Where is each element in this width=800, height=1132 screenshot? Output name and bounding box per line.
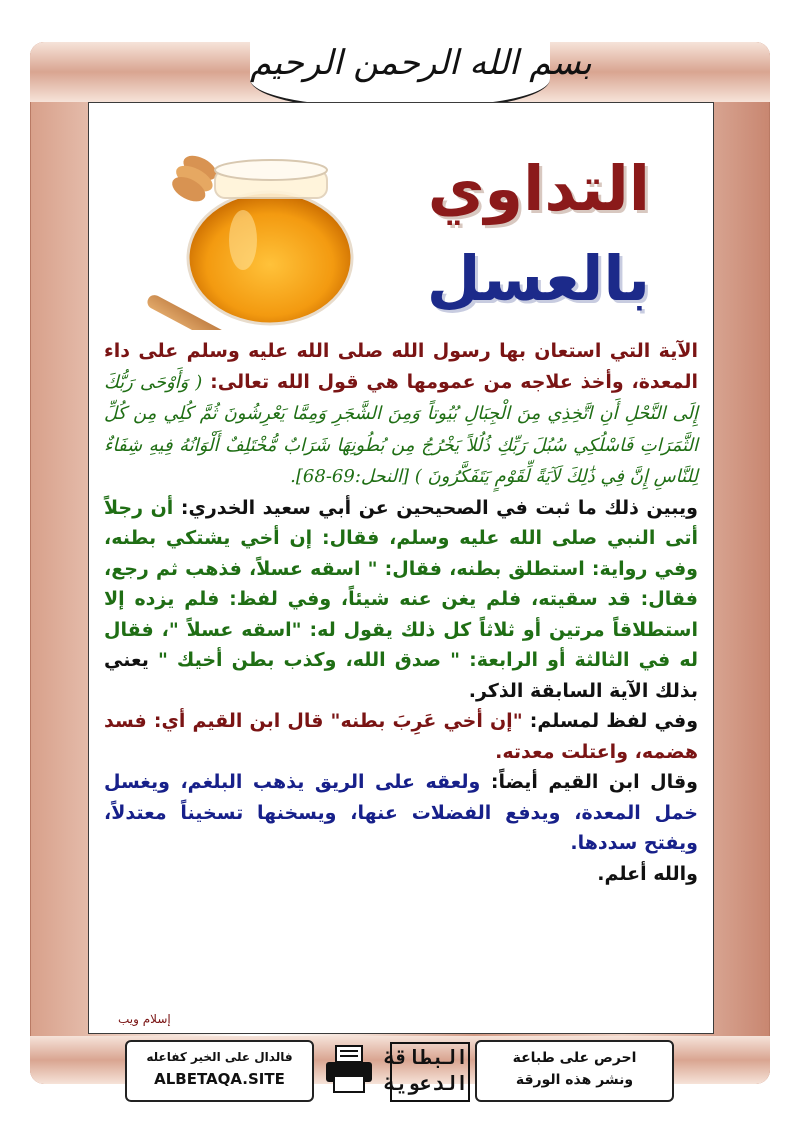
title-line-2: بالعسل [426, 242, 650, 315]
footer-site-box [125, 1040, 314, 1102]
footer-print-line-2: ونشر هذه الورقة [515, 1072, 634, 1088]
title-line-1: التداوي [427, 152, 650, 225]
footer-slogan: فالدال على الخير كفاعله [146, 1050, 293, 1064]
paragraph-muslim [104, 706, 698, 767]
article-body [104, 336, 698, 889]
quran-verse: ( وَأَوْحَى رَبُّكَ إِلَى النَّحْلِ أَنِ اتَّخِذِي مِنَ الْجِبَالِ بُيُوتاً وَمِنَ الشَّجَرِ وَمِمَّا يَعْرِشُونَ ثُمَّ كُلِي مِن كُلِّ الثَّمَرَاتِ فَاسْلُكِي سُبُلَ رَبِّكِ ذُلُلاً يَخْرُجُ مِن بُطُونِهَا شَرَابٌ مُّخْتَلِفٌ أَلْوَانُهُ فِيهِ شِفَاءٌ لِلنَّاسِ إِنَّ فِي ذَٰلِكَ لَآيَةً لِّقَوْمٍ يَتَفَكَّرُونَ ) [النحل:69-68]. [104, 371, 698, 487]
paragraph-verse-intro [104, 336, 698, 493]
footer [125, 1040, 675, 1102]
footer-site-link[interactable]: ALBETAQA.SITE [154, 1070, 285, 1088]
muslim-text: "إن أخي عَرِبَ بطنه" قال ابن القيم أي: فسد هضمه، واعتلت معدته. [104, 710, 698, 763]
footer-logo-box [320, 1040, 468, 1098]
source-label: إسلام ويب [118, 1012, 171, 1026]
brand-logo: البطاقة الدعوية [390, 1042, 470, 1102]
muslim-intro: وفي لفظ لمسلم: [529, 710, 698, 732]
intro-text: الآية التي استعان بها رسول الله صلى الله عليه وسلم على داء المعدة، وأخذ علاجه من عمومها هي قول الله تعالى: [104, 340, 698, 393]
footer-print-box [475, 1040, 674, 1102]
bismillah-calligraphy: بسم الله الرحمن الرحيم [250, 43, 592, 83]
hadith-tail: يعني بذلك الآية السابقة الذكر. [104, 649, 698, 702]
closing-line: والله أعلم. [597, 862, 698, 885]
ibn-qayyim-text: ولعقه على الريق يذهب البلغم، ويغسل خمل المعدة، ويدفع الفضلات عنها، ويسخنها تسخيناً معتدلاً، ويفتح سددها. [104, 771, 698, 854]
paragraph-hadith [104, 493, 698, 707]
ibn-qayyim-intro: وقال ابن القيم أيضاً: [490, 771, 698, 793]
honey-jar-illustration [105, 140, 365, 330]
paragraph-ibn-qayyim [104, 767, 698, 859]
printer-icon [322, 1042, 376, 1096]
hadith-text: أن رجلاً أتى النبي صلى الله عليه وسلم، فقال: إن أخي يشتكي بطنه، وفي رواية: استطلق بطنه، فقال: " اسقه عسلاً، فذهب ثم رجع، فقال: قد سقيته، فلم يغن عنه شيئاً، وفي لفظ: فلم يزده إلا استطلاقاً مرتين أو ثلاثاً كل ذلك يقول له: "اسقه عسلاً "، فقال له في الثالثة أو الرابعة: " صدق الله، وكذب بطن أخيك " [104, 496, 698, 671]
hadith-intro: ويبين ذلك ما ثبت في الصحيحين عن أبي سعيد الخدري: [180, 496, 698, 519]
footer-print-line-1: احرص على طباعة [512, 1050, 637, 1066]
